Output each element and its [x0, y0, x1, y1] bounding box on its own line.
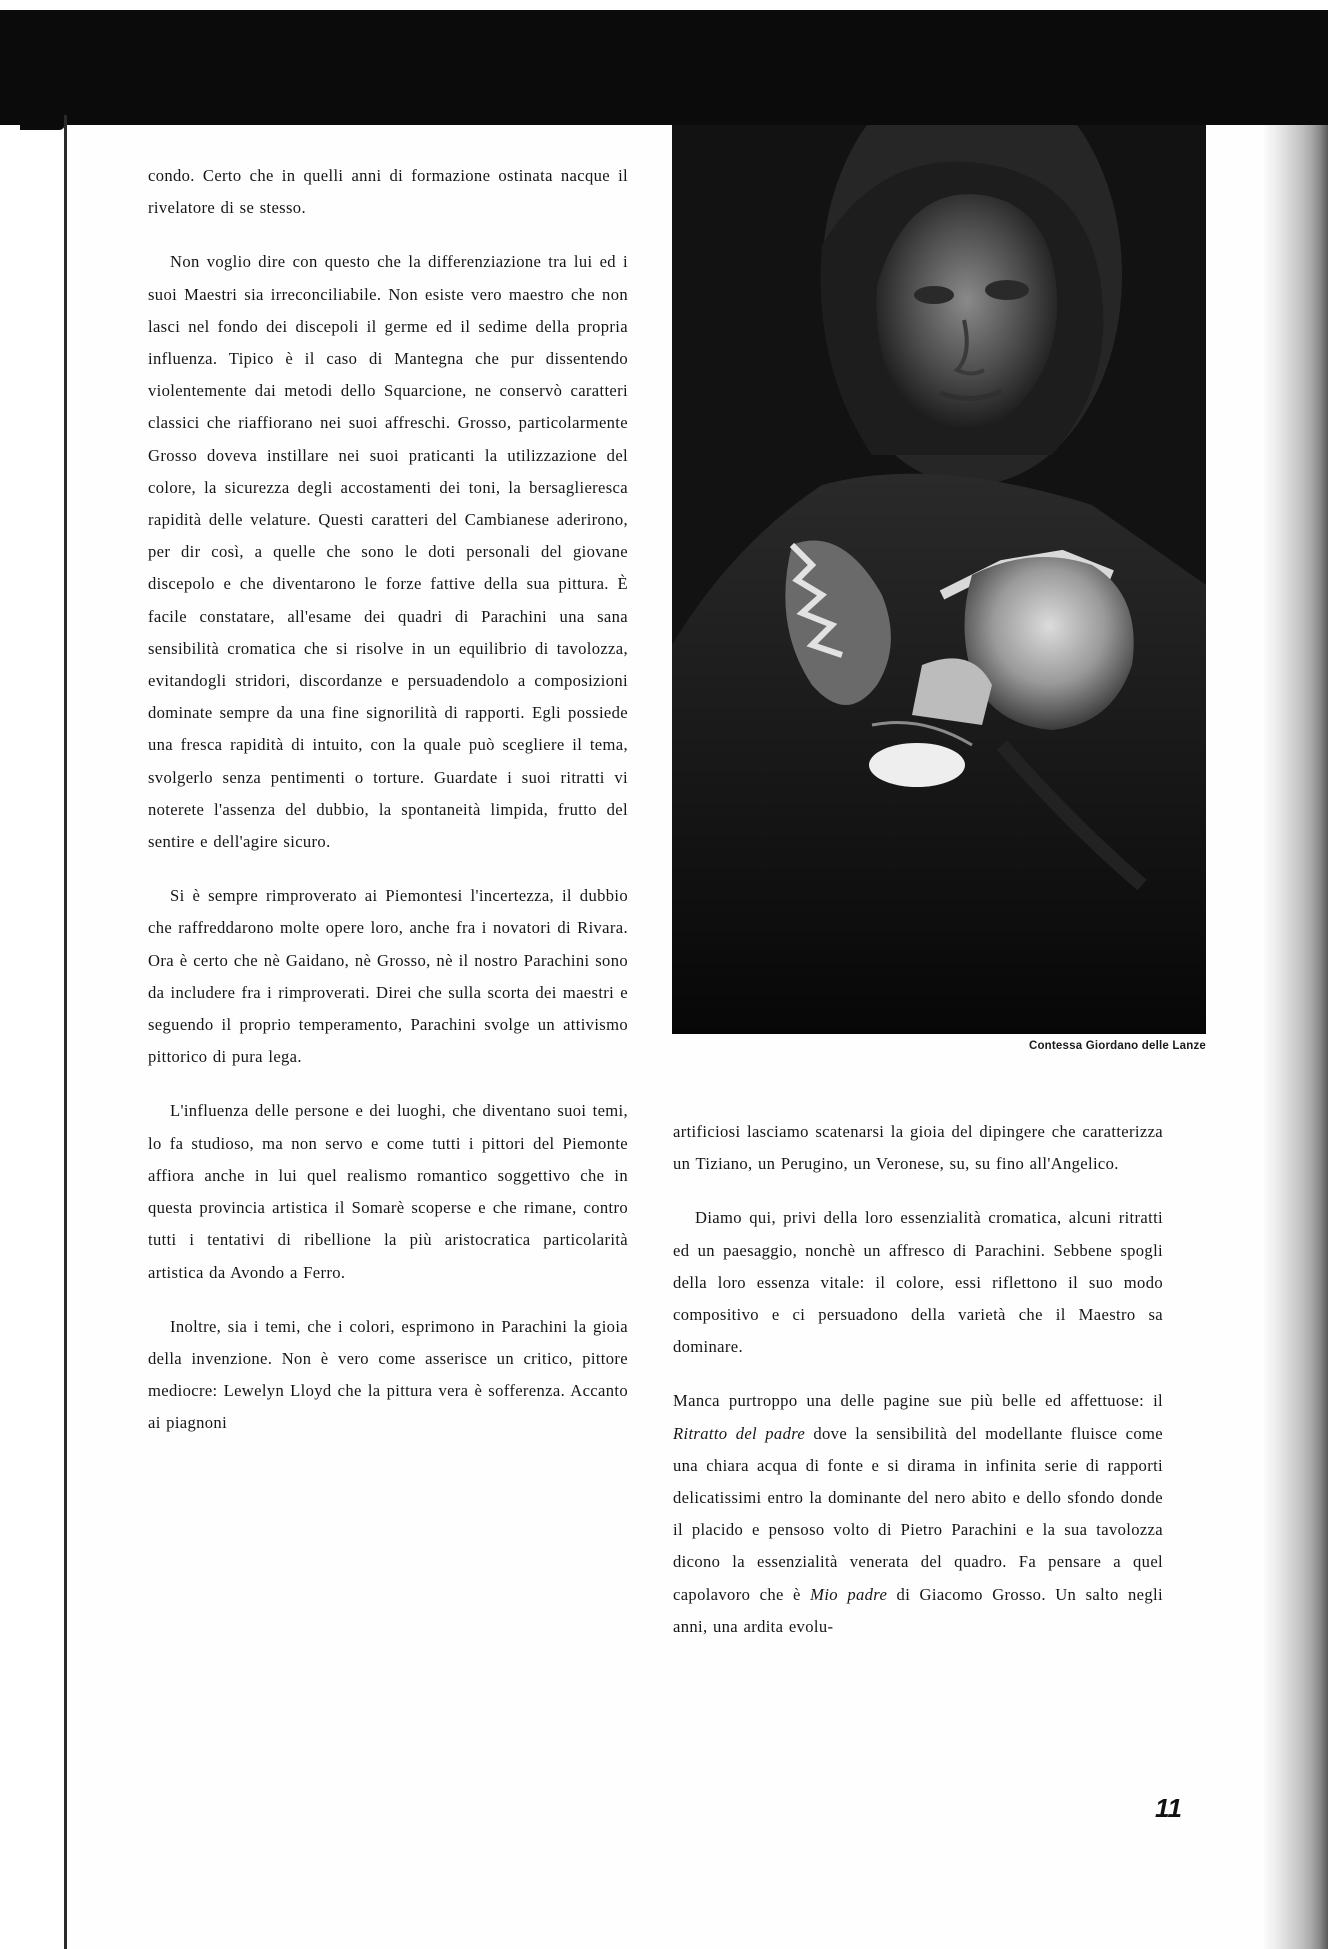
paragraph-artificiosi: artificiosi lasciamo scatenarsi la gioia del dipingere che caratterizza un Tiziano, un Perugino, un Veronese, su, su fino all'Angelico.: [673, 1122, 1163, 1174]
portrait-photo: [672, 125, 1206, 1034]
left-column: [148, 160, 628, 1462]
page-number: 11: [1155, 1793, 1182, 1823]
scan-right-edge: [1272, 125, 1328, 1949]
paragraph-continued: condo. Certo che in quelli anni di formazione ostinata nacque il rivelatore di se stesso.: [148, 166, 628, 218]
paragraph-gioia: Inoltre, sia i temi, che i colori, esprimono in Parachini la gioia della invenzione. Non è vero come asserisce un critico, pittore mediocre: Lewelyn Lloyd che la pittura vera è sofferenza. Accanto ai piagnoni: [148, 1316, 628, 1433]
scan-shadow-band: [0, 10, 1328, 125]
portrait-illustration: [672, 125, 1206, 1034]
paragraph-diamo: Diamo qui, privi della loro essenzialità cromatica, alcuni ritratti ed un paesaggio, nonchè un affresco di Parachini. Sebbene spogli della loro essenza vitale: il colore, essi riflettono il suo modo compositivo e ci persuadono della varietà che il Maestro sa dominare.: [673, 1208, 1163, 1357]
title-mio-padre: Mio padre: [810, 1584, 888, 1604]
photo-caption: Contessa Giordano delle Lanze: [1028, 1040, 1206, 1052]
right-column: [673, 1116, 1163, 1665]
manca-text-1: Manca purtroppo una delle pagine sue più belle ed affettuose: il: [673, 1391, 1163, 1411]
manca-text-2: dove la sensibilità del modellante fluisce come una chiara acqua di fonte e si dirama in infinita serie di rapporti delicatissimi entro la dominante del nero abito e dello sfondo donde il placido e pensoso volto di Pietro Parachini e la sua tavolozza dicono la essenzialità venerata del quadro. Fa pensare a quel capolavoro che è: [673, 1423, 1163, 1604]
scan-binding-mark: [20, 110, 65, 130]
title-ritratto-del-padre: Ritratto del padre: [673, 1423, 806, 1443]
paragraph-manca: [673, 1385, 1163, 1643]
scan-top-margin: [0, 0, 1328, 10]
scan-right-margin: [1262, 125, 1272, 1949]
paragraph-influenza: L'influenza delle persone e dei luoghi, che diventano suoi temi, lo fa studioso, ma non servo e come tutti i pittori del Piemonte affiora anche in lui quel realismo romantico soggettivo che in questa provincia artistica il Somarè scoperse e che rimane, contro tutti i tentativi di ribellione la più aristocratica particolarità artistica da Avondo a Ferro.: [148, 1101, 628, 1282]
paragraph-piemontesi: Si è sempre rimproverato ai Piemontesi l'incertezza, il dubbio che raffreddarono molte opere loro, anche fra i novatori di Rivara. Ora è certo che nè Gaidano, nè Grosso, nè il nostro Parachini sono da includere fra i rimproverati. Direi che sulla scorta dei maestri e seguendo il proprio temperamento, Parachini svolge un attivismo pittorico di pura lega.: [148, 886, 628, 1067]
scan-page-edge-line: [64, 115, 67, 1949]
paragraph-maestri: Non voglio dire con questo che la differenziazione tra lui ed i suoi Maestri sia irreconciliabile. Non esiste vero maestro che non lasci nel fondo dei discepoli il germe ed il sedime della propria influenza. Tipico è il caso di Mantegna che pur dissentendo violentemente dai metodi dello Squarcione, ne conservò caratteri classici che riaffiorano nei suoi affreschi. Grosso, particolarmente Grosso doveva instillare nei suoi praticanti la utilizzazione del colore, la sicurezza degli accostamenti dei toni, la bersaglieresca rapidità delle velature. Questi caratteri del Cambianese aderirono, per dir così, a quelle che sono le doti personali del giovane discepolo e che diventarono le forze fattive della sua pittura. È facile constatare, all'esame dei quadri di Parachini una sana sensibilità cromatica che si risolve in un equilibrio di tavolozza, evitandogli stridori, discordanze e persuadendolo a composizioni dominate sempre da una fine signorilità di rapporti. Egli possiede una fresca rapidità di intuito, con la quale può scegliere il tema, svolgerlo senza pentimenti o torture. Guardate i suoi ritratti vi noterete l'assenza del dubbio, la spontaneità limpida, frutto del sentire e dell'agire sicuro.: [148, 252, 628, 852]
manca-text-3: di Giacomo Grosso. Un salto negli anni, una ardita evolu-: [673, 1584, 1163, 1636]
